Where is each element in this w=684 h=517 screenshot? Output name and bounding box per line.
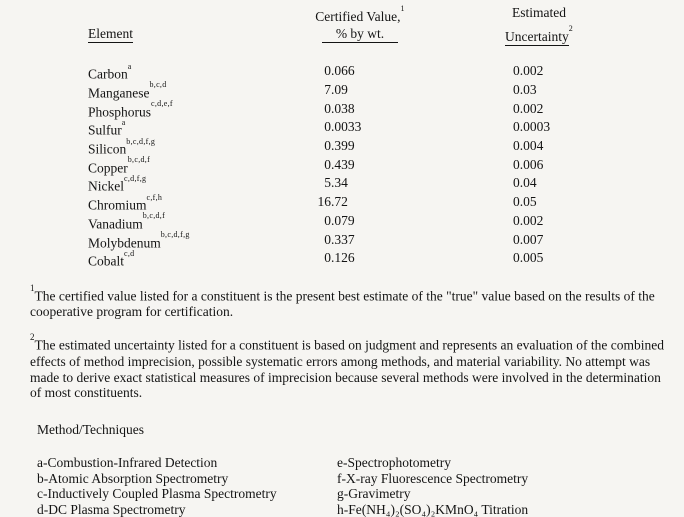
- uncertainty-value: 0.0003: [513, 119, 551, 135]
- element-method-superscript: c,d,e,f: [151, 99, 173, 109]
- certified-value: 0.066: [324, 63, 355, 79]
- uncertainty-value: 0.002: [513, 63, 544, 79]
- col-estimated-title: Estimated: [512, 5, 566, 20]
- footnote-2-text: The estimated uncertainty listed for a constituent is based on judgment and represents an evaluation of the combined effects of method imprecision, possible systematic errors among methods, and material variability. No attempt was made to derive exact statistical measures of imprecision because several methods were involved in the determination of most constituents.: [30, 337, 664, 401]
- element-name: Vanadium: [88, 216, 143, 232]
- element-name: Chromium: [88, 197, 147, 213]
- element-method-superscript: a: [121, 117, 126, 127]
- method-item-f: f-X-ray Fluorescence Spectrometry: [337, 470, 529, 486]
- col-element-header: Element: [88, 25, 133, 41]
- footnote-1: [30, 282, 664, 320]
- element-method-superscript: c,d,f,g: [124, 173, 147, 183]
- certified-value: 16.72: [317, 194, 348, 210]
- table-row-carbon: [88, 63, 684, 82]
- methods-section-heading: Method/Techniques: [37, 422, 145, 438]
- element-name: Silicon: [88, 141, 127, 157]
- col-pct-by-wt-header: % by wt.: [322, 27, 398, 43]
- uncertainty-value: 0.002: [513, 212, 544, 228]
- element-name: Phosphorus: [88, 104, 152, 120]
- element-name: Sulfur: [88, 122, 122, 138]
- methods-legend: [37, 455, 684, 517]
- method-item-e: e-Spectrophotometry: [337, 455, 451, 471]
- certified-values-table-body: [0, 63, 684, 269]
- footnote-1-marker: 1: [30, 282, 35, 293]
- methods-column-right: [337, 455, 684, 517]
- element-method-superscript: a: [127, 61, 132, 71]
- uncertainty-value: 0.006: [513, 156, 544, 172]
- uncertainty-value: 0.004: [513, 138, 544, 154]
- methods-column-left: [37, 455, 337, 517]
- table-row-sulfur: [88, 119, 684, 138]
- uncertainty-value: 0.05: [513, 194, 537, 210]
- element-method-superscript: c,d: [124, 248, 135, 258]
- uncertainty-value: 0.03: [513, 81, 537, 97]
- certified-values-table-header: [0, 5, 684, 46]
- table-row-silicon: [88, 138, 684, 157]
- certified-value: 0.079: [324, 212, 355, 228]
- footnote-ref-2: 2: [568, 24, 574, 34]
- element-name: Carbon: [88, 66, 128, 82]
- uncertainty-value: 0.04: [513, 175, 537, 191]
- table-row-cobalt: [88, 250, 684, 269]
- col-certified-value-title: Certified Value,$^1$: [315, 3, 405, 24]
- table-header-row-1: [88, 5, 684, 24]
- footnote-2: [30, 334, 664, 401]
- element-method-superscript: b,c,d,f: [142, 211, 166, 221]
- certified-value: 0.038: [324, 100, 355, 116]
- method-item-h: h-Fe(NH₄)₂(SO₄)₂KMnO₄ Titration: [337, 501, 529, 517]
- certified-value: 0.439: [324, 156, 355, 172]
- table-row-manganese: [88, 82, 684, 101]
- element-name: Cobalt: [88, 253, 124, 269]
- certified-value: 0.399: [324, 138, 355, 154]
- certified-value: 7.09: [324, 81, 348, 97]
- certified-value: 0.337: [324, 231, 355, 247]
- uncertainty-value: 0.005: [513, 250, 544, 266]
- footnote-1-text: The certified value listed for a constituent is the present best estimate of the "true" value based on the results of the cooperative program for certification.: [30, 288, 655, 320]
- method-item-b: b-Atomic Absorption Spectrometry: [37, 470, 229, 486]
- footnote-2-marker: 2: [30, 332, 35, 343]
- element-method-superscript: b,c,d,f: [127, 155, 151, 165]
- table-row-nickel: [88, 175, 684, 194]
- table-row-copper: [88, 157, 684, 176]
- element-name: Copper: [88, 160, 128, 176]
- table-row-phosphorus: [88, 101, 684, 120]
- element-method-superscript: b,c,d,f,g: [160, 230, 190, 240]
- table-row-molybdenum: [88, 232, 684, 251]
- element-method-superscript: c,f,h: [146, 192, 163, 202]
- table-row-chromium: [88, 194, 684, 213]
- method-item-d: d-DC Plasma Spectrometry: [37, 501, 186, 517]
- uncertainty-value: 0.007: [513, 231, 544, 247]
- footnote-ref-1: 1: [400, 3, 405, 13]
- method-item-g: g-Gravimetry: [337, 486, 411, 502]
- certified-value: 0.126: [324, 250, 355, 266]
- element-name: Molybdenum: [88, 235, 161, 251]
- certified-value: 0.0033: [324, 119, 362, 135]
- element-method-superscript: b,c,d: [149, 80, 167, 90]
- element-name: Manganese: [88, 85, 150, 101]
- method-item-a: a-Combustion-Infrared Detection: [37, 455, 218, 471]
- element-method-superscript: b,c,d,f,g: [126, 136, 156, 146]
- certified-value: 5.34: [324, 175, 348, 191]
- table-row-vanadium: [88, 213, 684, 232]
- uncertainty-value: 0.002: [513, 100, 544, 116]
- element-name: Nickel: [88, 178, 124, 194]
- table-header-row-2: [88, 26, 684, 47]
- col-uncertainty-header: Uncertainty: [504, 29, 569, 45]
- method-item-c: c-Inductively Coupled Plasma Spectrometry: [37, 486, 277, 502]
